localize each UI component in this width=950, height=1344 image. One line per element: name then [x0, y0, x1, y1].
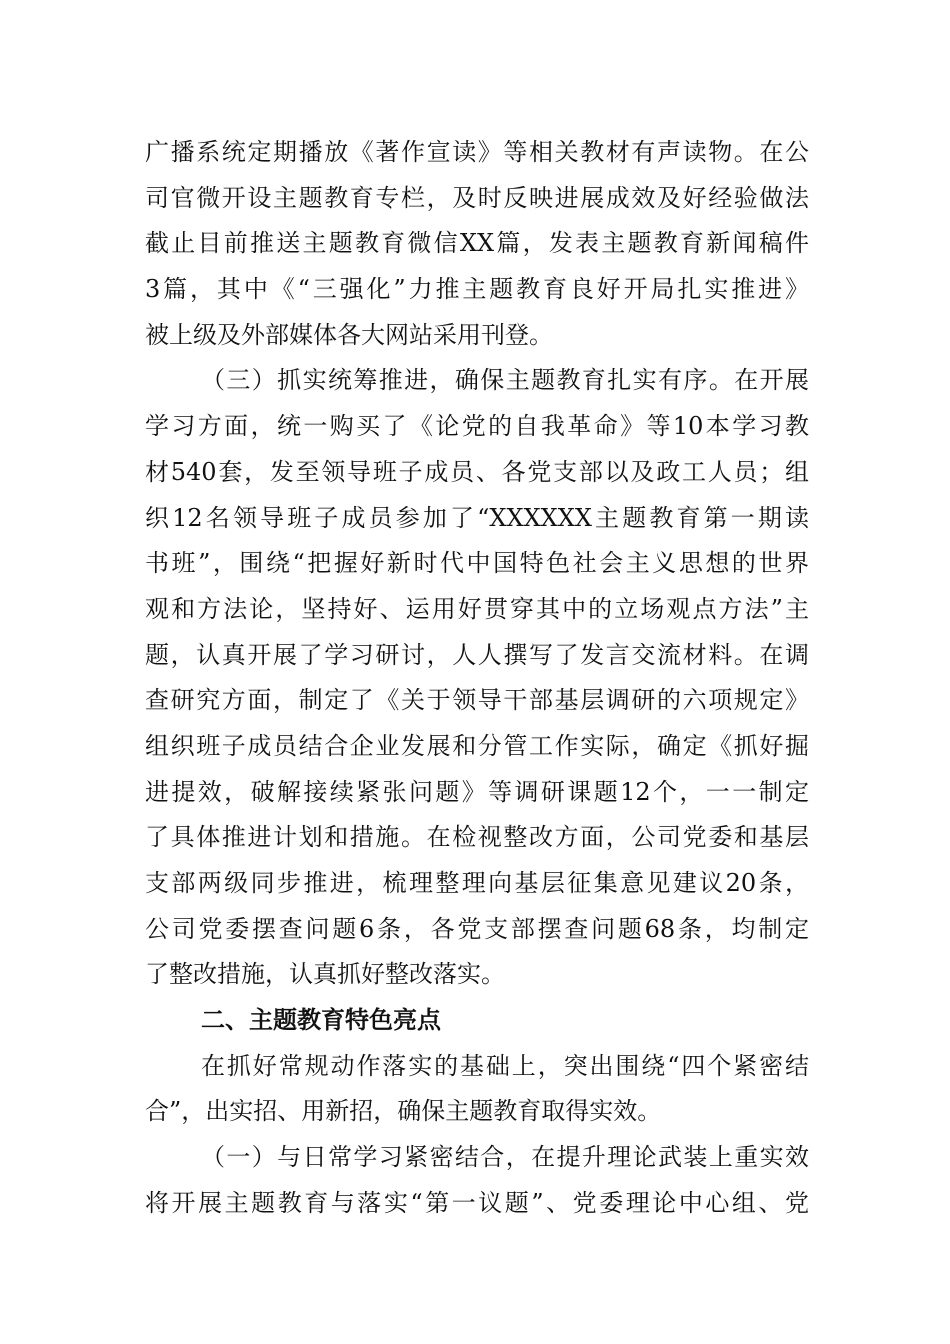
text-line: 查研究方面，制定了《关于领导干部基层调研的六项规定》	[145, 686, 809, 715]
section-lead-line: （三）抓实统筹推进，确保主题教育扎实有序。在开展	[201, 366, 809, 395]
text-line: 3篇，其中《“三强化”力推主题教育良好开局扎实推进》	[145, 275, 809, 304]
text-line: 进提效，破解接续紧张问题》等调研课题12个，一一制定	[145, 777, 809, 806]
text-line: 支部两级同步推进，梳理整理向基层征集意见建议20条，	[145, 869, 809, 897]
text-line: 广播系统定期播放《著作宣读》等相关教材有声读物。在公	[145, 138, 809, 166]
text-line: 题，认真开展了学习研讨，人人撰写了发言交流材料。在调	[145, 640, 809, 669]
text-line: 将开展主题教育与落实“第一议题”、党委理论中心组、党	[145, 1188, 809, 1217]
document-body	[145, 130, 809, 1227]
text-line: 了具体推进计划和措施。在检视整改方面，公司党委和基层	[145, 823, 809, 852]
text-line: 书班”，围绕“把握好新时代中国特色社会主义思想的世界	[145, 549, 809, 578]
text-line: 学习方面，统一购买了《论党的自我革命》等10本学习教	[145, 412, 809, 441]
text-line: 织12名领导班子成员参加了“XXXXXX主题教育第一期读	[145, 503, 809, 532]
text-line: 合”，出实招、用新招，确保主题教育取得实效。	[145, 1097, 662, 1126]
text-line: 截止目前推送主题教育微信XX篇，发表主题教育新闻稿件	[145, 229, 809, 258]
text-line: 司官微开设主题教育专栏，及时反映进展成效及好经验做法	[145, 183, 809, 212]
section-lead-line: （一）与日常学习紧密结合，在提升理论武装上重实效	[201, 1143, 809, 1172]
paragraph-first-line: 在抓好常规动作落实的基础上，突出围绕“四个紧密结	[201, 1051, 809, 1080]
text-line: 公司党委摆查问题6条，各党支部摆查问题68条，均制定	[145, 914, 809, 943]
text-line: 被上级及外部媒体各大网站采用刊登。	[145, 320, 553, 349]
text-line: 了整改措施，认真抓好整改落实。	[145, 960, 505, 989]
section-heading: 二、主题教育特色亮点	[201, 1006, 441, 1035]
text-line: 观和方法论，坚持好、运用好贯穿其中的立场观点方法”主	[145, 594, 809, 623]
text-line: 材540套，发至领导班子成员、各党支部以及政工人员；组	[145, 457, 809, 486]
text-line: 组织班子成员结合企业发展和分管工作实际，确定《抓好掘	[145, 731, 809, 760]
